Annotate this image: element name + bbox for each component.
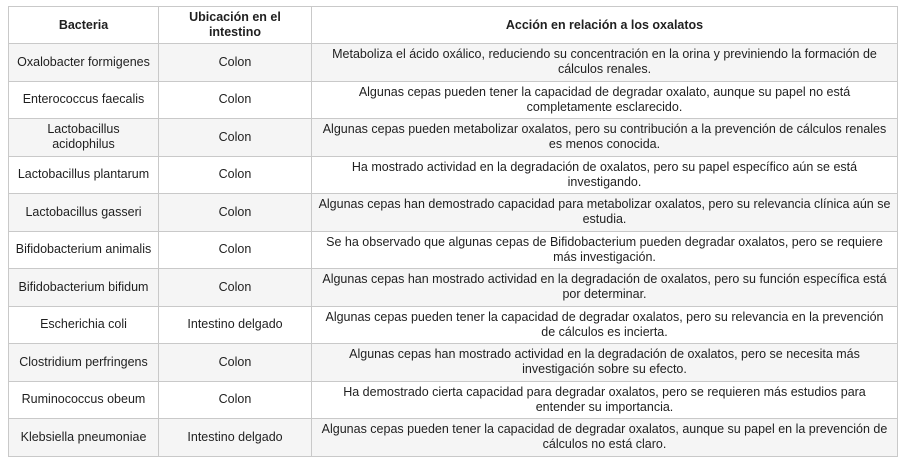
cell-action: Se ha observado que algunas cepas de Bifidobacterium pueden degradar oxalatos, pero se requiere más investigación. (312, 231, 898, 269)
cell-action: Algunas cepas han mostrado actividad en la degradación de oxalatos, pero se necesita más investigación sobre su efecto. (312, 344, 898, 382)
cell-location: Colon (159, 269, 312, 307)
table-row (9, 119, 898, 157)
cell-location: Colon (159, 119, 312, 157)
cell-location: Intestino delgado (159, 419, 312, 457)
cell-action: Algunas cepas pueden tener la capacidad de degradar oxalatos, aunque su papel en la prevención de cálculos no está claro. (312, 419, 898, 457)
cell-action: Ha mostrado actividad en la degradación de oxalatos, pero su papel específico aún se está investigando. (312, 156, 898, 194)
cell-action: Algunas cepas han demostrado capacidad para metabolizar oxalatos, pero su relevancia clínica aún se estudia. (312, 194, 898, 232)
cell-action: Algunas cepas han mostrado actividad en la degradación de oxalatos, pero su función específica está por determinar. (312, 269, 898, 307)
table-row (9, 194, 898, 232)
cell-bacteria: Lactobacillus plantarum (9, 156, 159, 194)
cell-bacteria: Escherichia coli (9, 306, 159, 344)
cell-location: Colon (159, 194, 312, 232)
table-row (9, 269, 898, 307)
cell-bacteria: Ruminococcus obeum (9, 381, 159, 419)
cell-bacteria: Bifidobacterium animalis (9, 231, 159, 269)
table-row (9, 419, 898, 457)
cell-bacteria: Lactobacillus acidophilus (9, 119, 159, 157)
cell-location: Colon (159, 44, 312, 82)
table-row (9, 344, 898, 382)
table-body (9, 44, 898, 457)
table-header-row (9, 7, 898, 44)
table-row (9, 81, 898, 119)
cell-bacteria: Oxalobacter formigenes (9, 44, 159, 82)
table-row (9, 156, 898, 194)
cell-bacteria: Lactobacillus gasseri (9, 194, 159, 232)
cell-action: Algunas cepas pueden tener la capacidad de degradar oxalato, aunque su papel no está completamente esclarecido. (312, 81, 898, 119)
cell-bacteria: Enterococcus faecalis (9, 81, 159, 119)
cell-location: Colon (159, 344, 312, 382)
header-action: Acción en relación a los oxalatos (312, 7, 898, 44)
bacteria-oxalate-table (8, 6, 898, 457)
table-row (9, 44, 898, 82)
cell-location: Colon (159, 381, 312, 419)
table-row (9, 231, 898, 269)
cell-bacteria: Clostridium perfringens (9, 344, 159, 382)
cell-action: Algunas cepas pueden tener la capacidad de degradar oxalatos, pero su relevancia en la prevención de cálculos es incierta. (312, 306, 898, 344)
cell-action: Metaboliza el ácido oxálico, reduciendo su concentración en la orina y previniendo la formación de cálculos renales. (312, 44, 898, 82)
table-row (9, 306, 898, 344)
cell-location: Colon (159, 156, 312, 194)
cell-bacteria: Bifidobacterium bifidum (9, 269, 159, 307)
cell-location: Colon (159, 81, 312, 119)
cell-bacteria: Klebsiella pneumoniae (9, 419, 159, 457)
cell-action: Algunas cepas pueden metabolizar oxalatos, pero su contribución a la prevención de cálculos renales es menos conocida. (312, 119, 898, 157)
table-row (9, 381, 898, 419)
header-bacteria: Bacteria (9, 7, 159, 44)
cell-location: Intestino delgado (159, 306, 312, 344)
cell-action: Ha demostrado cierta capacidad para degradar oxalatos, pero se requieren más estudios para entender su importancia. (312, 381, 898, 419)
cell-location: Colon (159, 231, 312, 269)
header-location: Ubicación en el intestino (159, 7, 312, 44)
